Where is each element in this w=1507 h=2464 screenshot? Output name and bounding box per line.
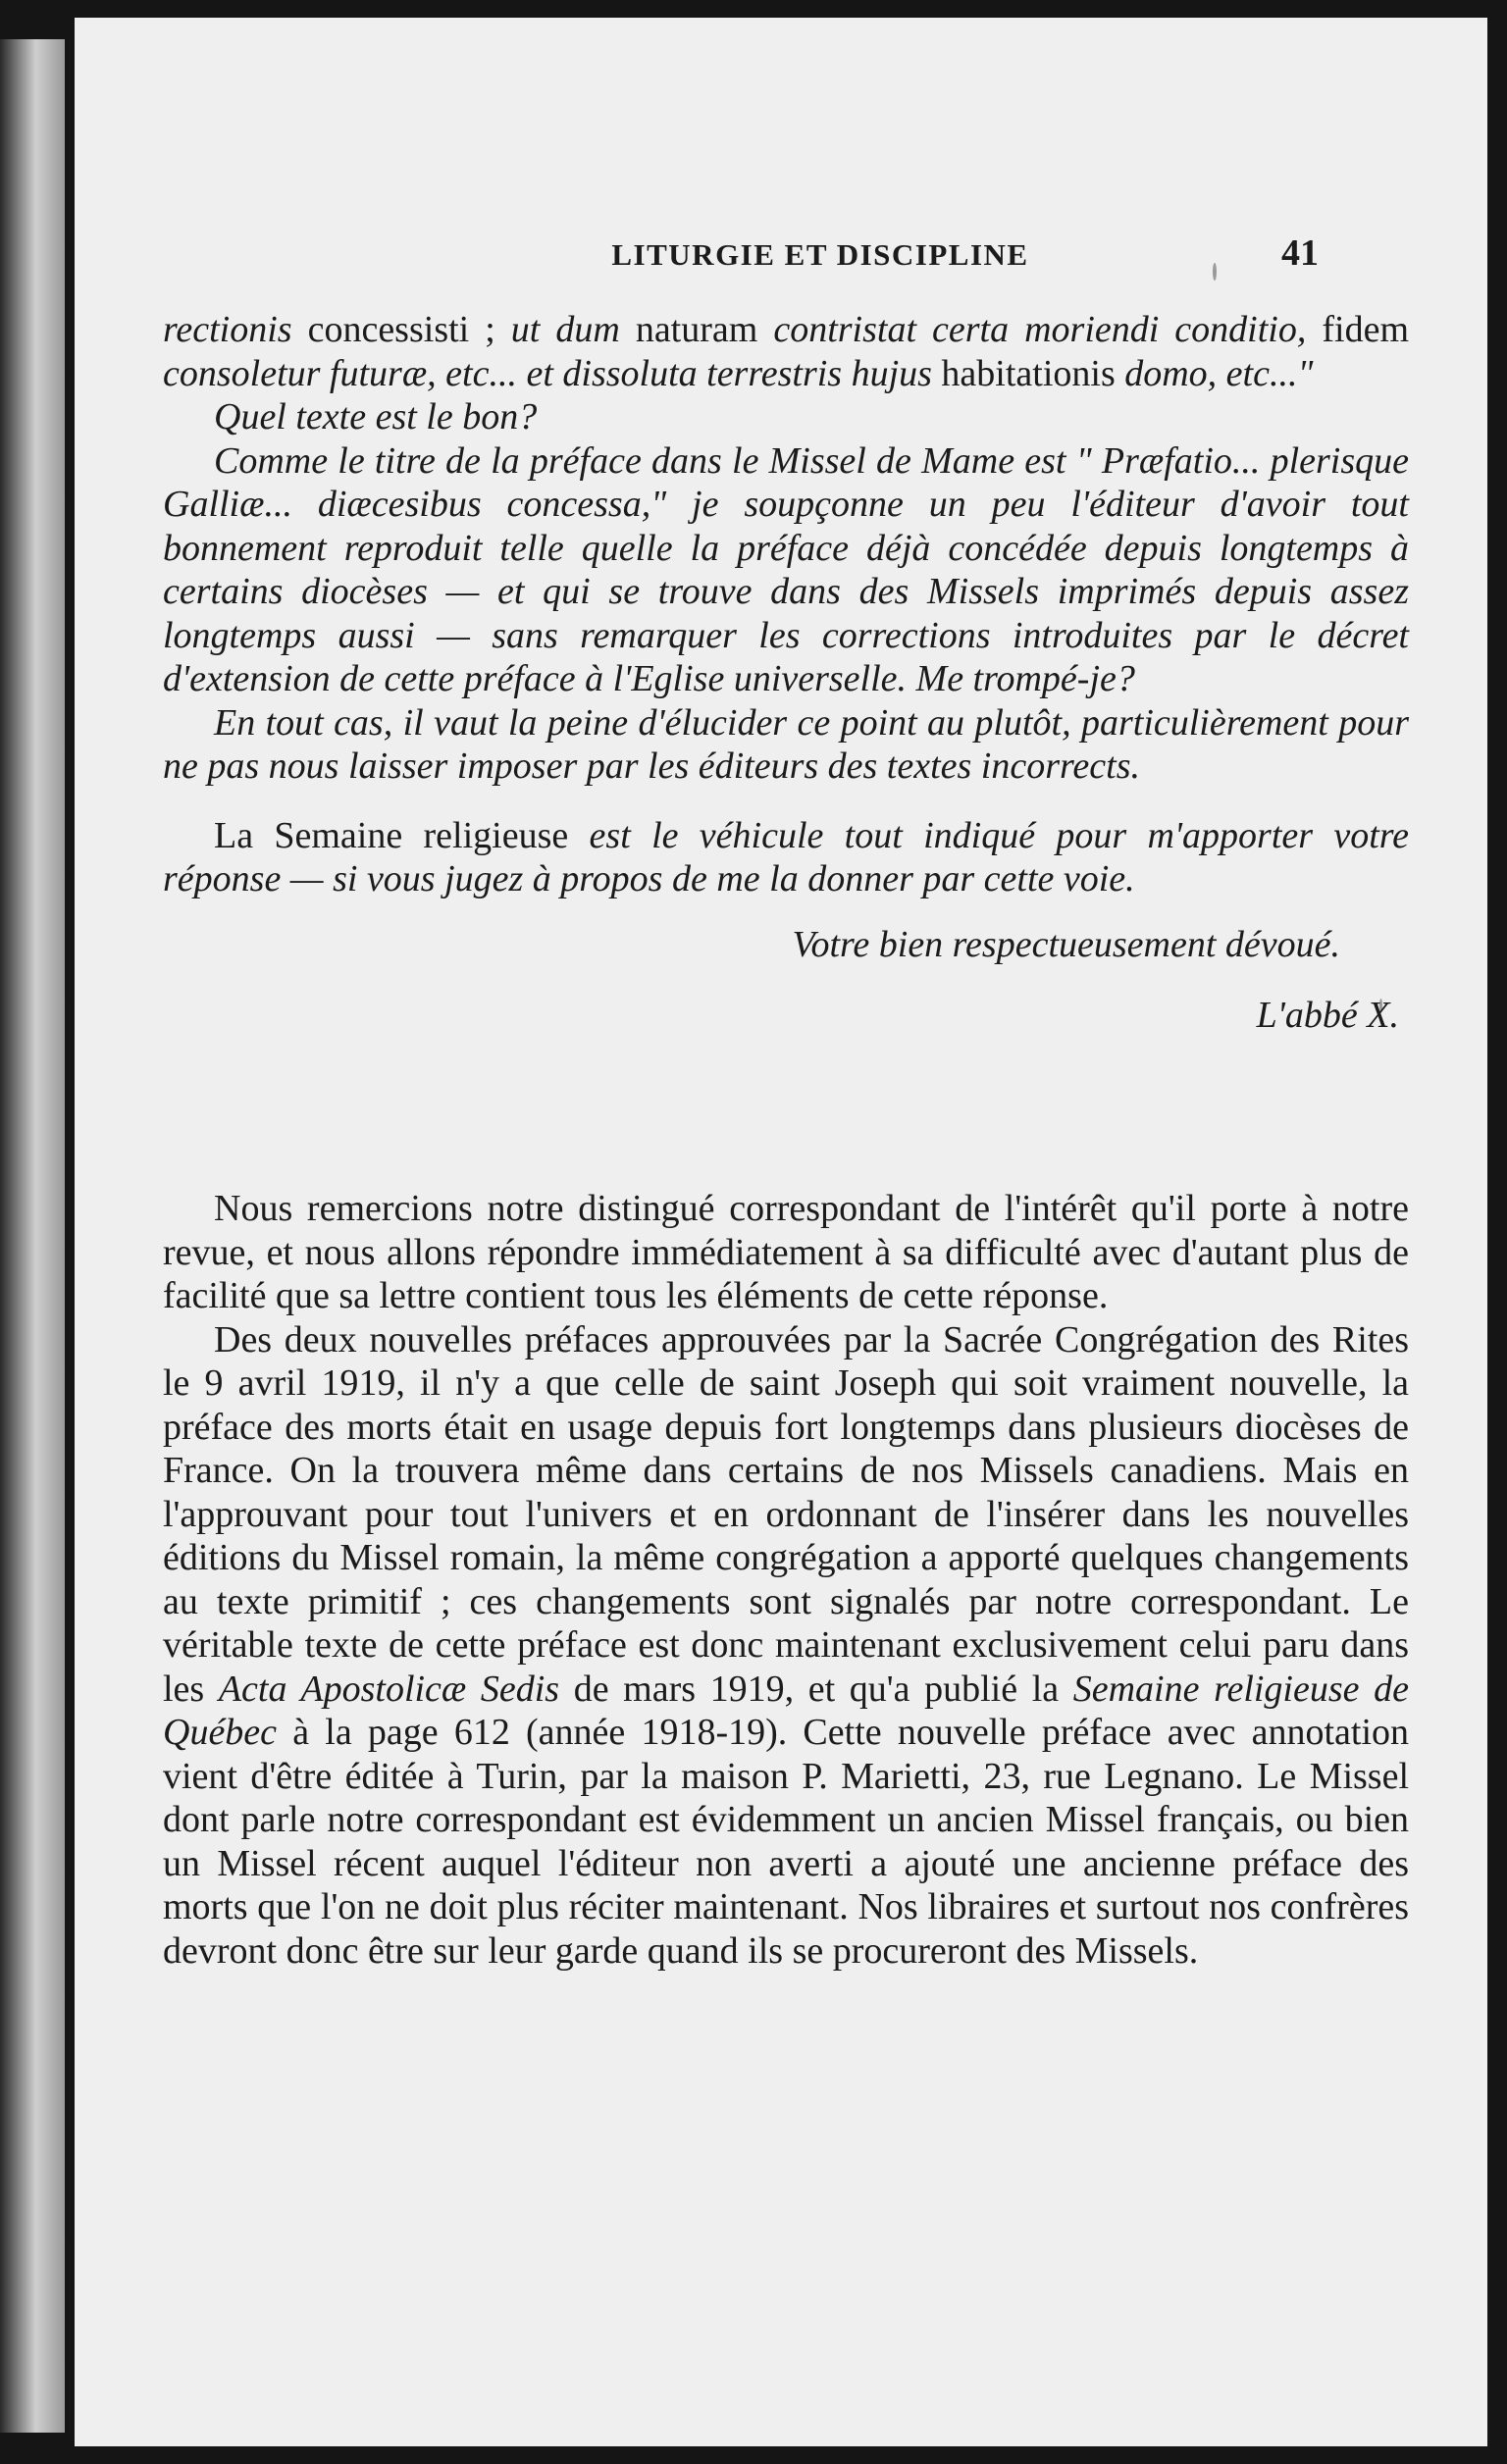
text-span: naturam	[619, 309, 774, 350]
letter-paragraph: Comme le titre de la préface dans le Missel de Mame est " Præfatio... plerisque Galliæ... diæcesibus concessa," je soupçonne un peu l'éditeur d'avoir tout bonnement reproduit telle quelle la préface déjà concédée depuis longtemps à certains diocèses — et qui se trouve dans des Missels imprimés depuis assez longtemps aussi — sans remarquer les corrections introduites par le décret d'extension de cette préface à l'Eglise universelle. Me trompé-je?	[163, 439, 1409, 699]
text-span: concessisti ;	[291, 309, 511, 350]
letter-paragraph	[163, 308, 1409, 395]
letter-paragraph	[163, 814, 1409, 901]
text-span: ut dum	[510, 309, 620, 350]
text-span: domo, etc..."	[1124, 352, 1314, 394]
letter-section	[163, 308, 1409, 1037]
text-span: est le véhicule tout indiqué pour m'apporter votre réponse — si vous jugez à propos de me la donner par cette voie.	[163, 814, 1410, 899]
letter-closing: Votre bien respectueusement dévoué.	[792, 923, 1340, 965]
letter-signature: L'abbé X.	[1256, 994, 1399, 1036]
text-span: La Semaine religieuse	[214, 814, 569, 856]
reply-section	[163, 1187, 1409, 1973]
text-span: à la page 612 (année 1918-19). Cette nouvelle préface avec annotation vient d'être éditée à Turin, par la maison P. Marietti, 23, rue Legnano. Le Missel dont parle notre correspondant est évidemment un ancien Missel français, ou bien un Missel récent auquel l'éditeur non averti a ajouté une ancienne préface des morts que l'on ne doit plus réciter maintenant. Nos libraires et surtout nos confrères devront donc être sur leur garde quand ils se procureront des Missels.	[163, 1712, 1409, 1972]
reply-paragraph: Nous remercions notre distingué correspondant de l'intérêt qu'il porte à notre revue, et nous allons répondre immédiatement à sa difficulté avec d'autant plus de facilité que sa lettre contient tous les éléments de cette réponse.	[163, 1188, 1409, 1316]
text-span: de mars 1919, et qu'a publié la	[559, 1668, 1073, 1710]
letter-paragraph: Quel texte est le bon?	[214, 396, 538, 437]
text-span: habitationis	[931, 352, 1125, 394]
text-span: Semaine religieuse de Québec	[163, 1668, 1409, 1753]
text-span: Acta Apostolicæ Sedis	[218, 1668, 560, 1710]
book-page	[75, 18, 1487, 2446]
reply-paragraph	[163, 1318, 1409, 1974]
letter-paragraph: En tout cas, il vaut la peine d'élucider ce point au plutôt, particulièrement pour ne pas nous laisser imposer par les éditeurs des textes incorrects.	[163, 701, 1409, 787]
running-title: LITURGIE ET DISCIPLINE	[611, 237, 1029, 272]
text-span: Des deux nouvelles préfaces approuvées par la Sacrée Congrégation des Rites le 9 avril 1919, il n'y a que celle de saint Joseph qui soit vraiment nouvelle, la préface des morts était en usage depuis fort longtemps dans plusieurs diocèses de France. On la trouvera même dans certains de nos Missels canadiens. Mais en l'approuvant pour tout l'univers et en ordonnant de l'insérer dans les nouvelles éditions du Missel romain, la même congrégation a apporté quelques changements au texte primitif ; ces changements sont signalés par notre correspondant. Le véritable texte de cette préface est donc maintenant exclusivement celui paru dans les	[163, 1318, 1409, 1710]
adjacent-page-edge	[0, 39, 65, 2433]
text-span: rectionis	[163, 309, 292, 350]
text-span: consoletur futuræ, etc... et dissoluta terrestris hujus	[163, 352, 932, 394]
page-number: 41	[1281, 232, 1319, 274]
text-span: contristat certa moriendi conditio,	[773, 309, 1307, 350]
text-span: fidem	[1306, 309, 1409, 350]
page-header	[75, 228, 1487, 286]
